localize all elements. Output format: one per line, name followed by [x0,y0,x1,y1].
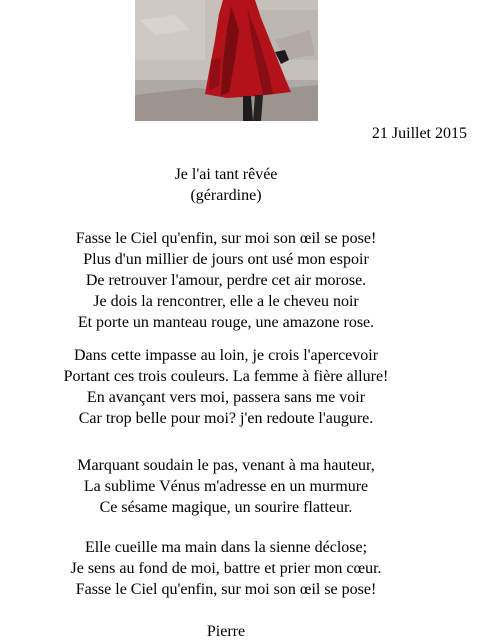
verse-line: Fasse le Ciel qu'enfin, sur moi son œil se pose! [75,581,377,598]
verse-line: En avançant vers moi, passera sans me voir [86,389,366,406]
poem-heading [0,164,452,206]
painting-woman-red-coat [135,0,318,121]
verse-line: Portant ces trois couleurs. La femme à fière allure! [63,368,389,385]
painting-illustration [135,0,318,121]
verse-line: Elle cueille ma main dans la sienne déclose; [84,539,368,556]
poem-author-line: (gérardine) [190,187,262,204]
poem-date: 21 Juillet 2015 [371,125,467,142]
poem-signature [0,621,452,642]
verse-line: Et porte un manteau rouge, une amazone rose. [77,314,375,331]
poem-title: Je l'ai tant rêvée [174,166,278,183]
verse-line: Marquant soudain le pas, venant à ma hauteur, [77,457,375,474]
verse-line: Plus d'un millier de jours ont usé mon espoir [83,251,369,268]
verse-line: Je dois la rencontrer, elle a le cheveu noir [93,293,359,310]
verse-line: Car trop belle pour moi? j'en redoute l'augure. [78,410,374,427]
stanza-1 [0,228,452,333]
verse-line: Je sens au fond de moi, battre et prier mon cœur. [70,560,382,577]
stanza-3 [0,455,452,518]
verse-line: La sublime Vénus m'adresse en un murmure [83,478,369,495]
verse-line: Ce sésame magique, un sourire flatteur. [99,499,353,516]
verse-line: De retrouver l'amour, perdre cet air morose. [85,272,367,289]
signature-name: Pierre [206,623,246,640]
stanza-4 [0,537,452,600]
stanza-2 [0,345,452,429]
verse-line: Dans cette impasse au loin, je crois l'apercevoir [73,347,379,364]
verse-line: Fasse le Ciel qu'enfin, sur moi son œil se pose! [75,230,377,247]
